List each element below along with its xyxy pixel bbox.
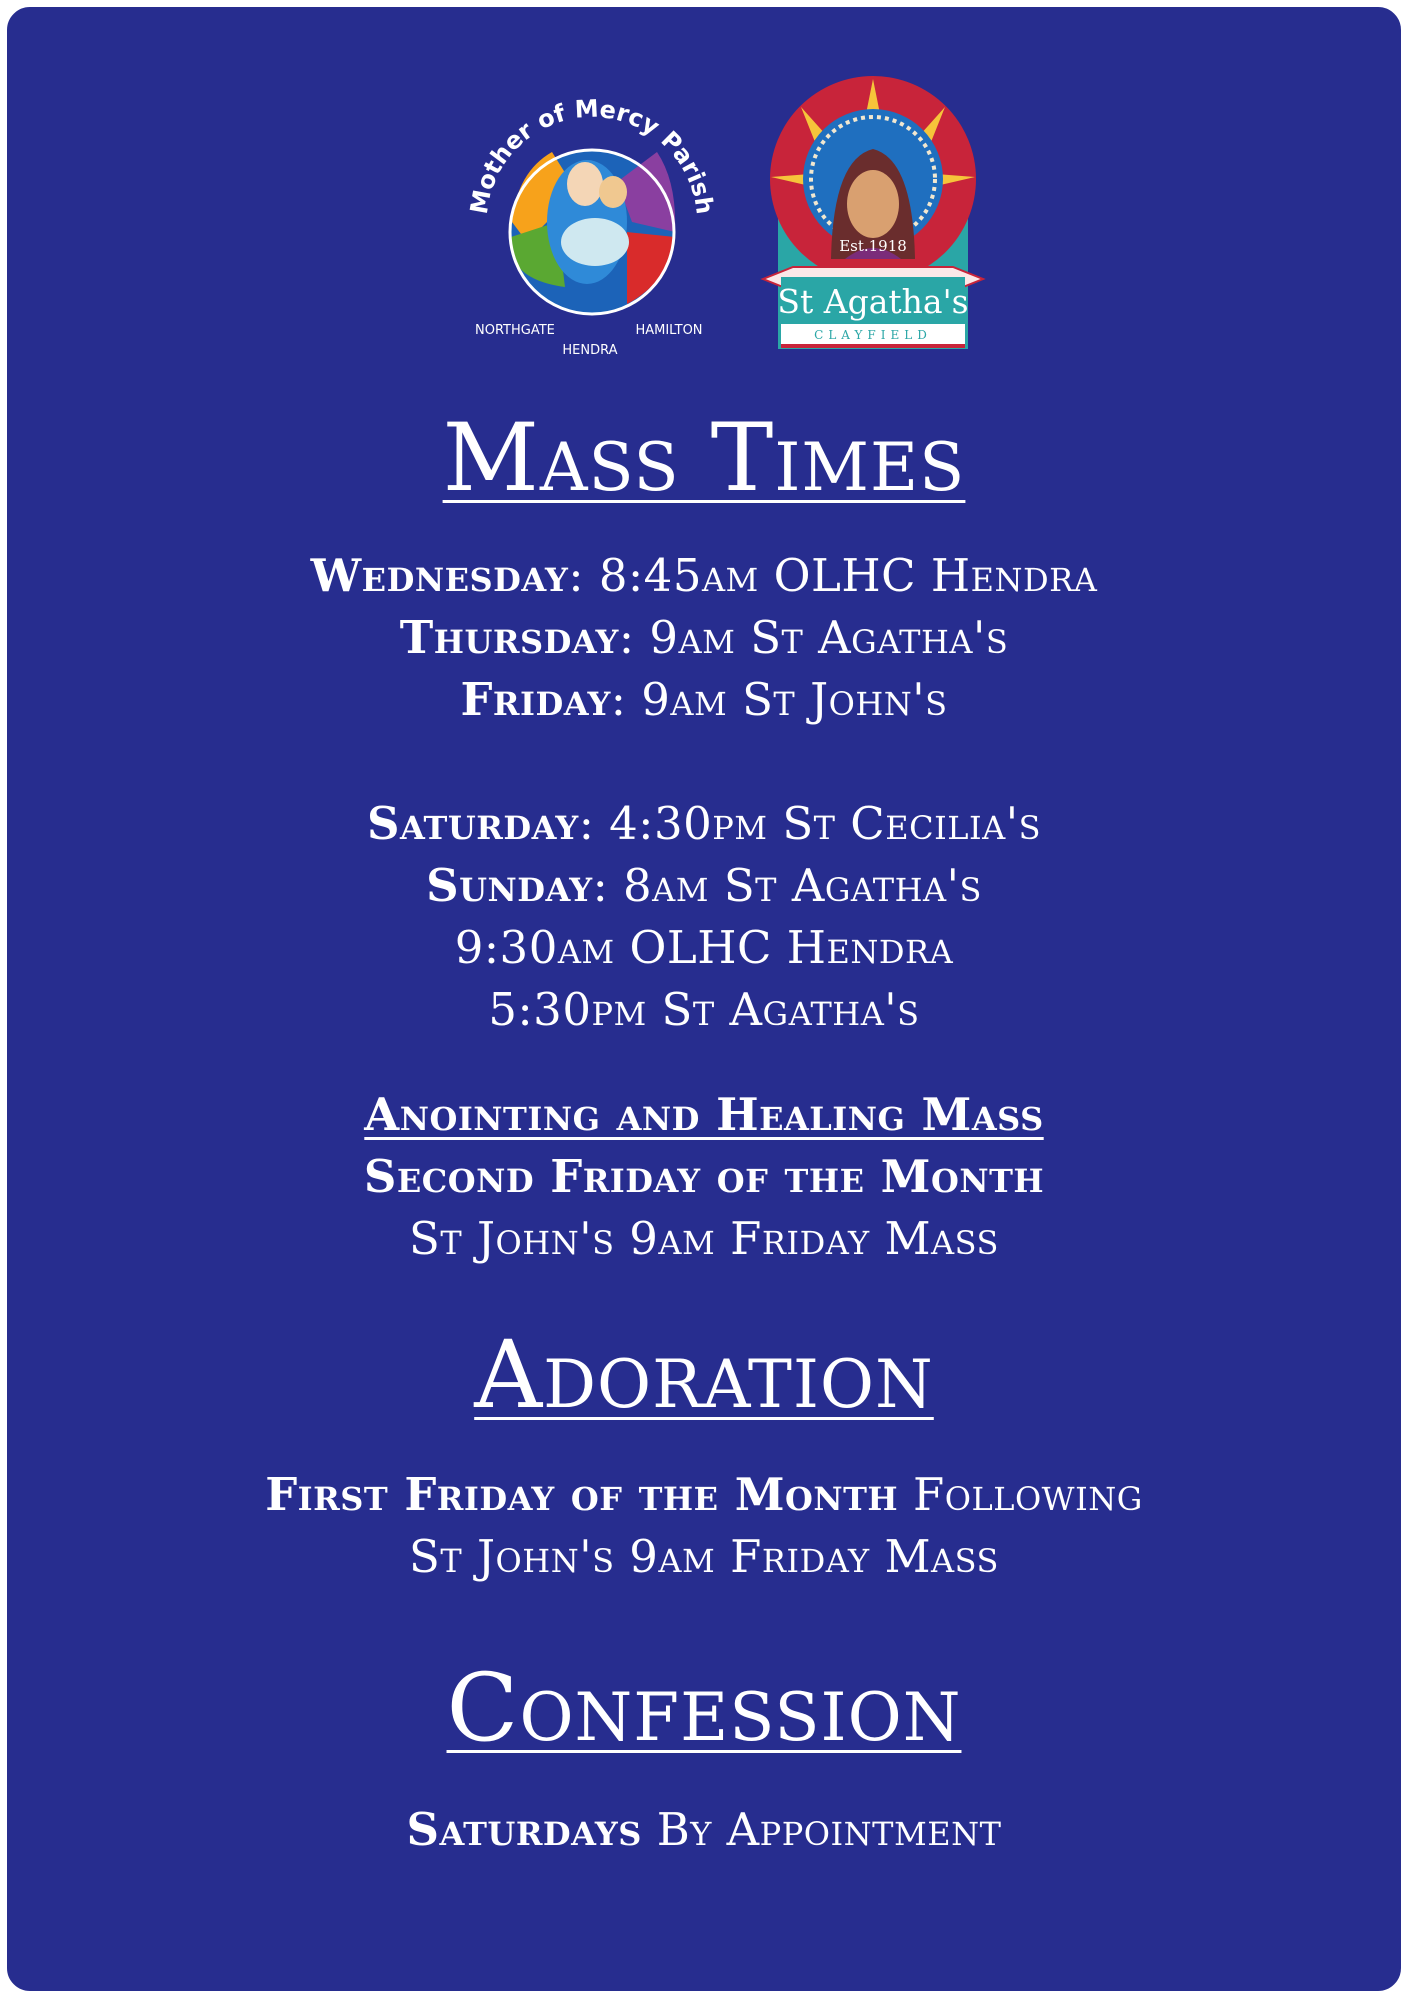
anointing-mass-block [7,1084,1401,1270]
parish-place-3: HAMILTON [635,323,703,338]
adoration-details [7,1464,1401,1588]
est-year: Est.1918 [839,237,907,255]
adoration-title: Adoration [474,1321,934,1430]
mass-time-row [7,607,1401,669]
anointing-heading [7,1084,1401,1146]
parish-place-2: HENDRA [562,343,618,358]
day-label: Thursday [399,611,619,664]
anointing-where: St John's 9am Friday Mass [409,1212,999,1265]
adoration-when: First Friday of the Month [265,1468,899,1521]
st-agathas-name: St Agatha's [777,282,969,321]
separator: : [568,549,585,602]
mass-time-row [7,669,1401,731]
mass-times-list [7,545,1401,1041]
adoration-where: St John's 9am Friday Mass [409,1530,999,1583]
st-agathas-place: CLAYFIELD [814,328,932,342]
mass-times-poster [4,4,1404,1994]
confession-how: By Appointment [656,1803,1002,1856]
day-label: Saturday [366,797,579,850]
mass-times-heading [7,404,1401,513]
separator: : [592,859,609,912]
mother-of-mercy-parish-logo [457,72,727,362]
separator: : [618,611,635,664]
mass-detail: 9am St Agatha's [649,611,1009,664]
sunday-extra-time: 9:30am OLHC Hendra [454,921,954,974]
separator: : [578,797,595,850]
mass-detail: 4:30pm St Cecilia's [609,797,1042,850]
logo-row [457,67,1017,367]
adoration-following: Following [912,1468,1143,1521]
day-label: Wednesday [310,549,569,602]
confession-row [7,1799,1401,1861]
adoration-heading [7,1321,1401,1430]
mass-time-row [7,793,1401,855]
parish-name-arc: Mother of Mercy Parish [464,94,719,217]
sunday-extra-time: 5:30pm St Agatha's [488,983,920,1036]
mass-detail: 8am St Agatha's [623,859,982,912]
mass-detail: 9am St John's [641,673,948,726]
adoration-when-row [7,1464,1401,1526]
mass-time-row [7,545,1401,607]
day-label: Friday [460,673,611,726]
confession-details [7,1799,1401,1861]
mass-detail: 8:45am OLHC Hendra [598,549,1098,602]
day-label: Sunday [426,859,593,912]
anointing-heading-text: Anointing and Healing Mass [364,1088,1044,1141]
confession-title: Confession [446,1654,962,1763]
mass-times-title: Mass Times [442,404,966,513]
parish-place-1: NORTHGATE [474,323,555,338]
mass-time-row [7,855,1401,917]
separator: : [610,673,627,726]
confession-when: Saturdays [406,1803,642,1856]
parish-places [475,323,703,358]
anointing-when: Second Friday of the Month [363,1150,1045,1203]
st-agathas-logo [753,69,993,361]
spacer [7,731,1401,793]
confession-heading [7,1654,1401,1763]
